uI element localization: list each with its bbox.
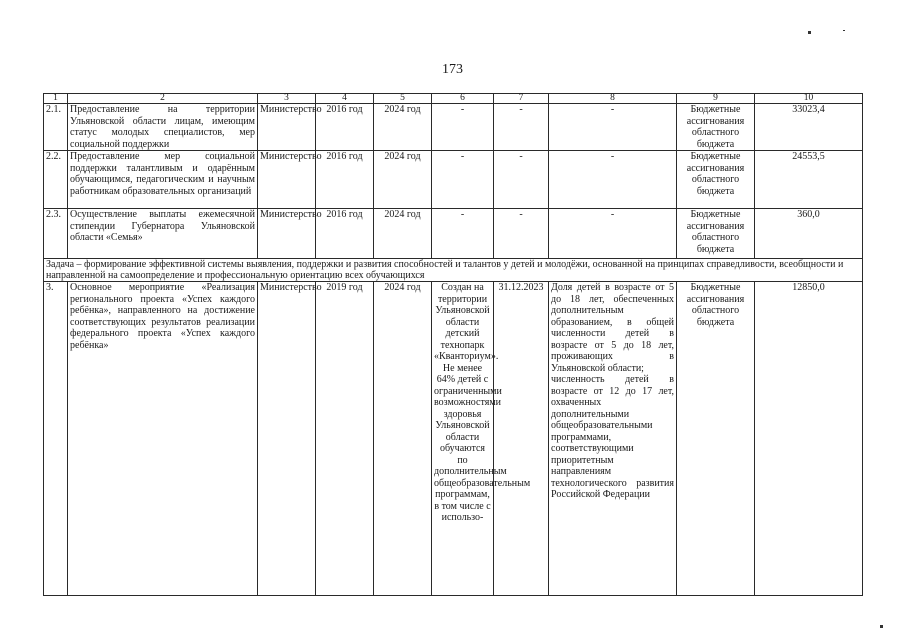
executor: Министерство xyxy=(258,209,316,259)
column-number: 9 xyxy=(677,94,755,104)
scan-speck xyxy=(880,625,883,628)
table-row xyxy=(44,282,863,596)
funding-amount: 33023,4 xyxy=(755,104,863,151)
start-year: 2019 год xyxy=(316,282,374,596)
funding-amount: 24553,5 xyxy=(755,151,863,209)
date-cell: 31.12.2023 xyxy=(494,282,549,596)
column-number: 8 xyxy=(549,94,677,104)
column-number: 2 xyxy=(68,94,258,104)
indicator-cell: - xyxy=(549,209,677,259)
start-year: 2016 год xyxy=(316,151,374,209)
end-year: 2024 год xyxy=(374,104,432,151)
indicator-share: Доля детей в возрасте от 5 до 18 лет, обеспеченных дополнительным образованием, в общей численности детей в возрасте от 5 до 18 лет, проживающих в Ульяновской области; xyxy=(551,282,674,374)
end-year: 2024 год xyxy=(374,282,432,596)
column-number: 10 xyxy=(755,94,863,104)
scan-speck xyxy=(808,31,811,34)
task-row xyxy=(44,259,863,282)
funding-source: Бюджетные ассигнования областного бюджета xyxy=(677,104,755,151)
funding-source: Бюджетные ассигнования областного бюджета xyxy=(677,209,755,259)
row-number: 2.3. xyxy=(44,209,68,259)
end-year: 2024 год xyxy=(374,209,432,259)
executor: Министерство xyxy=(258,282,316,596)
start-year: 2016 год xyxy=(316,209,374,259)
column-number: 7 xyxy=(494,94,549,104)
funding-amount: 360,0 xyxy=(755,209,863,259)
measure-name: Предоставление мер социальной поддержки талантливым и одарённым обучающимся, педагогическим и научным работникам образовательных организаций xyxy=(68,151,258,209)
table-row xyxy=(44,104,863,151)
program-table xyxy=(43,93,863,596)
end-year: 2024 год xyxy=(374,151,432,209)
indicator-count: численность детей в возрасте от 12 до 17 лет, охваченных дополнительными общеобразовательными программами, соответствующими приоритетным направлениям технологического развития Российской Федерации xyxy=(551,374,674,500)
measure-name: Предоставление на территории Ульяновской области лицам, имеющим статус молодых специалистов, мер социальной поддержки xyxy=(68,104,258,151)
start-year: 2016 год xyxy=(316,104,374,151)
column-number: 6 xyxy=(432,94,494,104)
funding-source: Бюджетные ассигнования областного бюджета xyxy=(677,282,755,596)
date-cell: - xyxy=(494,104,549,151)
column-number: 3 xyxy=(258,94,316,104)
column-number: 4 xyxy=(316,94,374,104)
column-number-row xyxy=(44,94,863,104)
date-cell: - xyxy=(494,151,549,209)
indicator-cell: - xyxy=(549,151,677,209)
executor: Министерство xyxy=(258,104,316,151)
indicator-cell xyxy=(549,282,677,596)
table-row xyxy=(44,209,863,259)
measure-name: Основное мероприятие «Реализация регионального проекта «Успех каждого ребёнка», направленного на достижение соответствующих результатов реализации федерального проекта «Успех каждого ребёнка» xyxy=(68,282,258,596)
indicator-cell: - xyxy=(549,104,677,151)
row-number: 2.1. xyxy=(44,104,68,151)
executor: Министерство xyxy=(258,151,316,209)
result-disabled-children: Не менее 64% детей с ограниченными возможностями здоровья Ульяновской области обучаются по дополнительным общеобразовательным программам, в том числе с использо- xyxy=(434,362,531,523)
column-number: 1 xyxy=(44,94,68,104)
result-cell: - xyxy=(432,209,494,259)
funding-amount: 12850,0 xyxy=(755,282,863,596)
result-cell: - xyxy=(432,104,494,151)
result-technopark: Создан на территории Ульяновской области детский технопарк «Кванториум». xyxy=(434,282,499,362)
row-number: 2.2. xyxy=(44,151,68,209)
table-row xyxy=(44,151,863,209)
date-cell: - xyxy=(494,209,549,259)
row-number: 3. xyxy=(44,282,68,596)
measure-name: Осуществление выплаты ежемесячной стипендии Губернатора Ульяновской области «Семья» xyxy=(68,209,258,259)
column-number: 5 xyxy=(374,94,432,104)
page-number: 173 xyxy=(442,62,463,77)
result-cell: - xyxy=(432,151,494,209)
funding-source: Бюджетные ассигнования областного бюджета xyxy=(677,151,755,209)
task-text: Задача – формирование эффективной системы выявления, поддержки и развития способностей и талантов у детей и молодёжи, основанной на принципах справедливости, всеобщности и направленной на самоопределение и профессиональную ориентацию всех обучающихся xyxy=(44,259,863,282)
scan-speck xyxy=(843,30,845,31)
